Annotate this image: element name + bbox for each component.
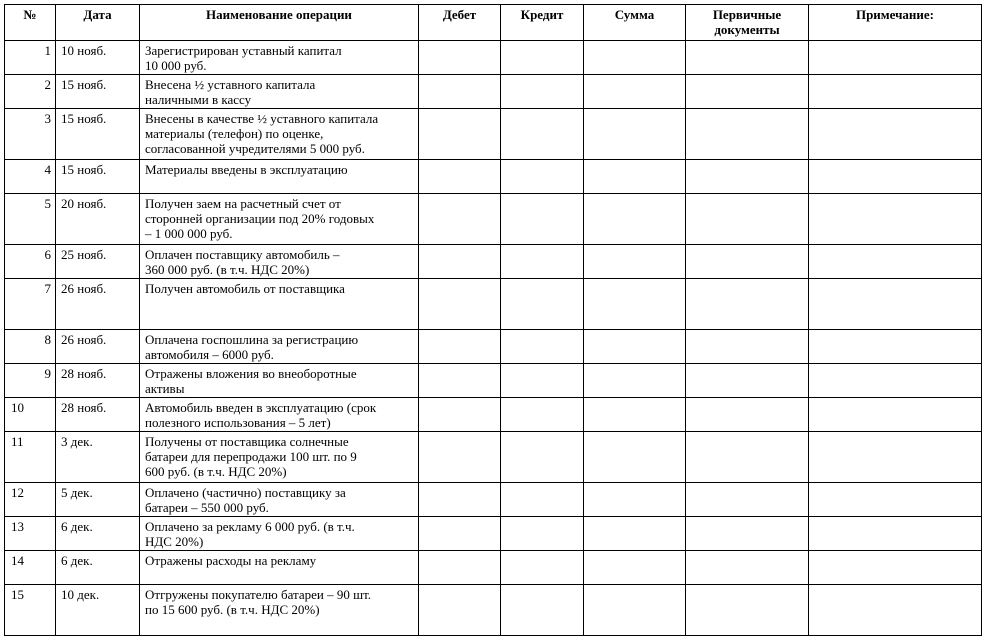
operation-line: 360 000 руб. (в т.ч. НДС 20%) (145, 262, 310, 277)
cell-date: 25 нояб. (56, 245, 140, 279)
cell-operation (140, 330, 419, 364)
cell-operation (140, 75, 419, 109)
cell-note[interactable] (809, 160, 982, 194)
operation-line: наличными в кассу (145, 92, 252, 107)
cell-debit[interactable] (419, 109, 501, 160)
table-row (5, 517, 982, 551)
operation-line: Оплачено (частично) поставщику за (145, 485, 346, 500)
cell-note[interactable] (809, 517, 982, 551)
table-body (5, 41, 982, 636)
table-row (5, 398, 982, 432)
cell-documents[interactable] (686, 398, 809, 432)
cell-sum[interactable] (584, 245, 686, 279)
operation-line: активы (145, 381, 185, 396)
journal-table (4, 4, 982, 636)
cell-note[interactable] (809, 279, 982, 330)
cell-no: 10 (5, 398, 56, 432)
cell-credit[interactable] (501, 109, 584, 160)
cell-sum[interactable] (584, 398, 686, 432)
table-row (5, 245, 982, 279)
header-sum: Сумма (584, 5, 686, 41)
cell-date: 28 нояб. (56, 364, 140, 398)
cell-note[interactable] (809, 75, 982, 109)
cell-operation (140, 194, 419, 245)
cell-sum[interactable] (584, 364, 686, 398)
cell-note[interactable] (809, 432, 982, 483)
cell-date: 10 дек. (56, 585, 140, 636)
cell-sum[interactable] (584, 41, 686, 75)
cell-sum[interactable] (584, 432, 686, 483)
operation-line: Получен автомобиль от поставщика (145, 281, 345, 296)
cell-date: 6 дек. (56, 551, 140, 585)
table-row (5, 160, 982, 194)
cell-no: 1 (5, 41, 56, 75)
cell-credit[interactable] (501, 279, 584, 330)
cell-operation (140, 517, 419, 551)
cell-documents[interactable] (686, 364, 809, 398)
cell-no: 7 (5, 279, 56, 330)
cell-date: 20 нояб. (56, 194, 140, 245)
cell-operation (140, 41, 419, 75)
operation-line: 10 000 руб. (145, 58, 207, 73)
cell-no: 12 (5, 483, 56, 517)
cell-debit[interactable] (419, 432, 501, 483)
cell-sum[interactable] (584, 160, 686, 194)
cell-debit[interactable] (419, 41, 501, 75)
cell-date: 28 нояб. (56, 398, 140, 432)
cell-operation (140, 109, 419, 160)
operation-line: Оплачено за рекламу 6 000 руб. (в т.ч. (145, 519, 355, 534)
cell-credit[interactable] (501, 364, 584, 398)
operation-line: Внесена ½ уставного капитала (145, 77, 316, 92)
cell-no: 11 (5, 432, 56, 483)
cell-note[interactable] (809, 245, 982, 279)
cell-documents[interactable] (686, 551, 809, 585)
cell-debit[interactable] (419, 330, 501, 364)
cell-operation (140, 160, 419, 194)
cell-credit[interactable] (501, 432, 584, 483)
cell-date: 3 дек. (56, 432, 140, 483)
cell-note[interactable] (809, 398, 982, 432)
cell-credit[interactable] (501, 551, 584, 585)
header-note: Примечание: (809, 5, 982, 41)
cell-operation (140, 398, 419, 432)
cell-operation (140, 364, 419, 398)
table-row (5, 551, 982, 585)
operation-line: Отражены вложения во внеоборотные (145, 366, 357, 381)
operation-line: по 15 600 руб. (в т.ч. НДС 20%) (145, 602, 320, 617)
operation-line: батареи – 550 000 руб. (145, 500, 269, 515)
cell-sum[interactable] (584, 483, 686, 517)
cell-debit[interactable] (419, 483, 501, 517)
cell-debit[interactable] (419, 398, 501, 432)
header-documents-line1: Первичные (712, 7, 782, 22)
header-date: Дата (56, 5, 140, 41)
cell-sum[interactable] (584, 551, 686, 585)
cell-note[interactable] (809, 551, 982, 585)
cell-date: 26 нояб. (56, 279, 140, 330)
header-documents (686, 5, 809, 41)
operation-line: НДС 20%) (145, 534, 204, 549)
operation-line: Автомобиль введен в эксплуатацию (срок (145, 400, 377, 415)
cell-documents[interactable] (686, 330, 809, 364)
cell-documents[interactable] (686, 160, 809, 194)
operation-line: Отгружены покупателю батареи – 90 шт. (145, 587, 372, 602)
cell-note[interactable] (809, 41, 982, 75)
cell-note[interactable] (809, 330, 982, 364)
cell-credit[interactable] (501, 330, 584, 364)
cell-documents[interactable] (686, 75, 809, 109)
table-row (5, 109, 982, 160)
header-no: № (5, 5, 56, 41)
header-documents-line2: документы (714, 22, 780, 37)
table-row (5, 41, 982, 75)
cell-debit[interactable] (419, 160, 501, 194)
header-operation: Наименование операции (140, 5, 419, 41)
cell-note[interactable] (809, 483, 982, 517)
cell-credit[interactable] (501, 245, 584, 279)
cell-sum[interactable] (584, 517, 686, 551)
cell-operation (140, 432, 419, 483)
cell-no: 3 (5, 109, 56, 160)
cell-date: 15 нояб. (56, 160, 140, 194)
table-row (5, 483, 982, 517)
cell-operation (140, 279, 419, 330)
table-row (5, 330, 982, 364)
operation-line: Материалы введены в эксплуатацию (145, 162, 348, 177)
cell-debit[interactable] (419, 551, 501, 585)
cell-debit[interactable] (419, 245, 501, 279)
operation-line: – 1 000 000 руб. (145, 226, 233, 241)
cell-debit[interactable] (419, 364, 501, 398)
cell-debit[interactable] (419, 517, 501, 551)
cell-credit[interactable] (501, 194, 584, 245)
header-row (5, 5, 982, 41)
cell-documents[interactable] (686, 483, 809, 517)
table-row (5, 279, 982, 330)
operation-line: 600 руб. (в т.ч. НДС 20%) (145, 464, 287, 479)
cell-credit[interactable] (501, 398, 584, 432)
cell-note[interactable] (809, 109, 982, 160)
operation-line: полезного использования – 5 лет) (145, 415, 331, 430)
cell-documents[interactable] (686, 109, 809, 160)
cell-date: 15 нояб. (56, 109, 140, 160)
cell-sum[interactable] (584, 330, 686, 364)
cell-documents[interactable] (686, 245, 809, 279)
cell-note[interactable] (809, 364, 982, 398)
cell-credit[interactable] (501, 585, 584, 636)
operation-line: сторонней организации под 20% годовых (145, 211, 375, 226)
cell-sum[interactable] (584, 109, 686, 160)
cell-debit[interactable] (419, 585, 501, 636)
cell-date: 10 нояб. (56, 41, 140, 75)
header-credit: Кредит (501, 5, 584, 41)
cell-credit[interactable] (501, 483, 584, 517)
operation-line: Оплачен поставщику автомобиль – (145, 247, 340, 262)
cell-operation (140, 585, 419, 636)
cell-no: 5 (5, 194, 56, 245)
operation-line: согласованной учредителями 5 000 руб. (145, 141, 365, 156)
table-row (5, 194, 982, 245)
cell-note[interactable] (809, 194, 982, 245)
operation-line: Отражены расходы на рекламу (145, 553, 317, 568)
operation-line: батареи для перепродажи 100 шт. по 9 (145, 449, 357, 464)
table-row (5, 75, 982, 109)
cell-documents[interactable] (686, 194, 809, 245)
cell-debit[interactable] (419, 279, 501, 330)
cell-debit[interactable] (419, 75, 501, 109)
cell-credit[interactable] (501, 41, 584, 75)
cell-sum[interactable] (584, 585, 686, 636)
operation-line: материалы (телефон) по оценке, (145, 126, 324, 141)
cell-sum[interactable] (584, 279, 686, 330)
cell-no: 4 (5, 160, 56, 194)
cell-documents[interactable] (686, 41, 809, 75)
cell-credit[interactable] (501, 75, 584, 109)
cell-documents[interactable] (686, 585, 809, 636)
operation-line: автомобиля – 6000 руб. (145, 347, 274, 362)
cell-no: 9 (5, 364, 56, 398)
cell-date: 26 нояб. (56, 330, 140, 364)
cell-operation (140, 551, 419, 585)
table-row (5, 364, 982, 398)
cell-operation (140, 483, 419, 517)
cell-no: 13 (5, 517, 56, 551)
cell-sum[interactable] (584, 75, 686, 109)
operation-line: Получен заем на расчетный счет от (145, 196, 341, 211)
operation-line: Получены от поставщика солнечные (145, 434, 349, 449)
cell-documents[interactable] (686, 432, 809, 483)
cell-operation (140, 245, 419, 279)
table-row (5, 432, 982, 483)
cell-documents[interactable] (686, 279, 809, 330)
cell-sum[interactable] (584, 194, 686, 245)
cell-no: 15 (5, 585, 56, 636)
cell-credit[interactable] (501, 160, 584, 194)
operation-line: Зарегистрирован уставный капитал (145, 43, 342, 58)
header-debit: Дебет (419, 5, 501, 41)
cell-date: 6 дек. (56, 517, 140, 551)
cell-documents[interactable] (686, 517, 809, 551)
table-row (5, 585, 982, 636)
cell-debit[interactable] (419, 194, 501, 245)
cell-note[interactable] (809, 585, 982, 636)
cell-credit[interactable] (501, 517, 584, 551)
cell-no: 8 (5, 330, 56, 364)
cell-no: 6 (5, 245, 56, 279)
cell-date: 15 нояб. (56, 75, 140, 109)
cell-date: 5 дек. (56, 483, 140, 517)
cell-no: 2 (5, 75, 56, 109)
cell-no: 14 (5, 551, 56, 585)
operation-line: Оплачена госпошлина за регистрацию (145, 332, 359, 347)
operation-line: Внесены в качестве ½ уставного капитала (145, 111, 379, 126)
